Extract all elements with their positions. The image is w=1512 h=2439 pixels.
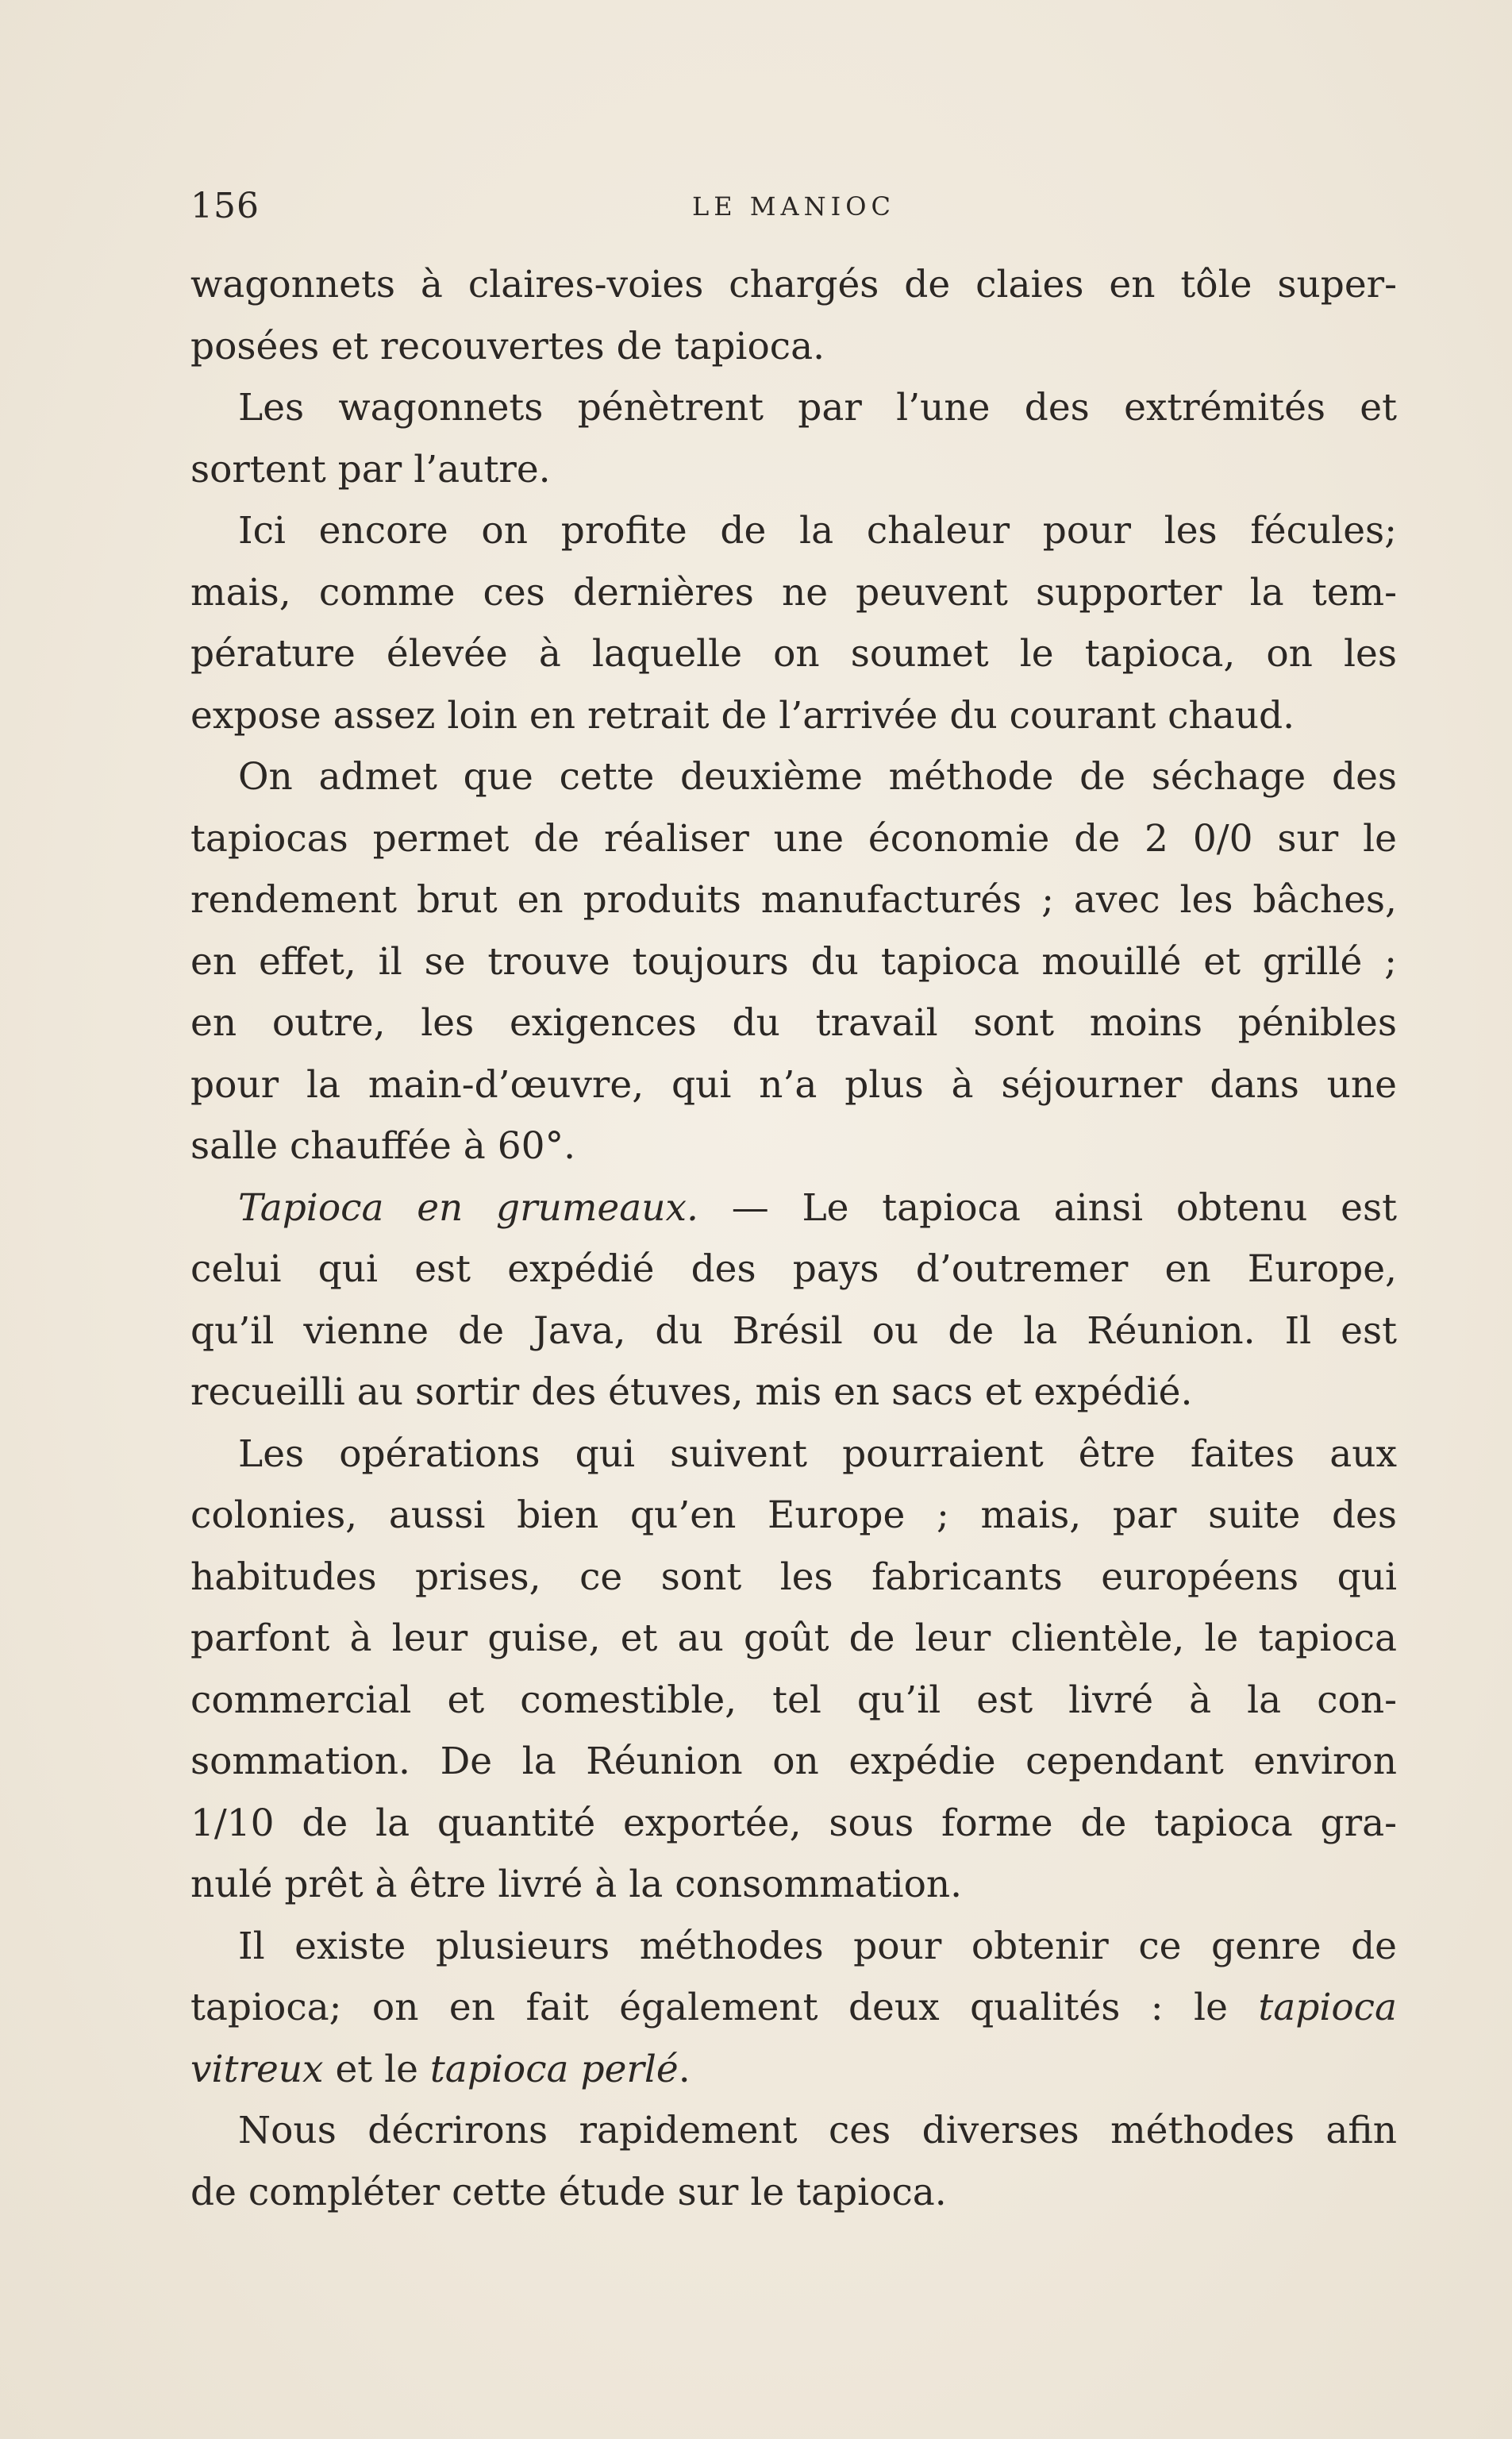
text-line: mais, comme ces dernières ne peuvent supporter la tem- <box>190 570 1397 615</box>
section-title: Tapioca en grumeaux. <box>238 1185 698 1230</box>
text-line: habitudes prises, ce sont les fabricants européens qui <box>190 1555 1397 1599</box>
text-line: Nous décrirons rapidement ces diverses méthodes afin <box>238 2109 1397 2152</box>
text-line: en effet, il se trouve toujours du tapioca mouillé et grillé ; <box>190 939 1397 984</box>
text-line: qu’il vienne de Java, du Brésil ou de la Réunion. Il est <box>190 1308 1397 1353</box>
text-line: Ici encore on profite de la chaleur pour les fécules; <box>238 509 1397 553</box>
text-line: sortent par l’autre. <box>190 447 551 491</box>
text-line: tapiocas permet de réaliser une économie de 2 0/0 sur le <box>190 816 1397 861</box>
text-line: tapioca; on en fait également deux qualités : le tapioca <box>190 1986 1397 2029</box>
text-line: On admet que cette deuxième méthode de séchage des <box>238 755 1397 799</box>
text-line: Les opérations qui suivent pourraient être faites aux <box>238 1431 1397 1476</box>
text-line: recueilli au sortir des étuves, mis en sacs et expédié. <box>190 1370 1193 1414</box>
text-line: Il existe plusieurs méthodes pour obtenir ce genre de <box>238 1924 1397 1968</box>
text-line: commercial et comestible, tel qu’il est livré à la con- <box>190 1678 1397 1722</box>
text-line: sommation. De la Réunion on expédie cependant environ <box>190 1740 1397 1783</box>
page-number: 156 <box>190 186 260 226</box>
text-line: salle chauffée à 60°. <box>190 1124 576 1168</box>
text-line: pérature élevée à laquelle on soumet le tapioca, on les <box>190 632 1397 676</box>
text-line: nulé prêt à être livré à la consommation. <box>190 1863 963 1906</box>
text-line: pour la main-d’œuvre, qui n’a plus à séjourner dans une <box>190 1062 1397 1107</box>
text-line: Les wagonnets pénètrent par l’une des extrémités et <box>238 386 1397 430</box>
text-line: expose assez loin en retrait de l’arrivée du courant chaud. <box>190 693 1295 738</box>
text-line: parfont à leur guise, et au goût de leur clientèle, le tapioca <box>190 1616 1397 1660</box>
text-line: rendement brut en produits manufacturés ; avec les bâches, <box>190 878 1397 922</box>
text-line: Tapioca en grumeaux. — Le tapioca ainsi obtenu est <box>238 1185 1397 1230</box>
text-line: posées et recouvertes de tapioca. <box>190 324 825 368</box>
text-line: vitreux et le tapioca perlé. <box>190 2047 691 2091</box>
text-line: en outre, les exigences du travail sont moins pénibles <box>190 1001 1397 1045</box>
running-title: LE MANIOC <box>691 191 895 222</box>
text-line: de compléter cette étude sur le tapioca. <box>190 2170 947 2214</box>
text-line: colonies, aussi bien qu’en Europe ; mais, par suite des <box>190 1493 1397 1537</box>
text-line: celui qui est expédié des pays d’outremer en Europe, <box>190 1247 1397 1291</box>
body-text <box>190 254 1397 2223</box>
page-header <box>190 183 1397 230</box>
text-line: wagonnets à claires-voies chargés de claies en tôle super- <box>190 263 1397 306</box>
text-line: 1/10 de la quantité exportée, sous forme de tapioca gra- <box>190 1801 1397 1845</box>
